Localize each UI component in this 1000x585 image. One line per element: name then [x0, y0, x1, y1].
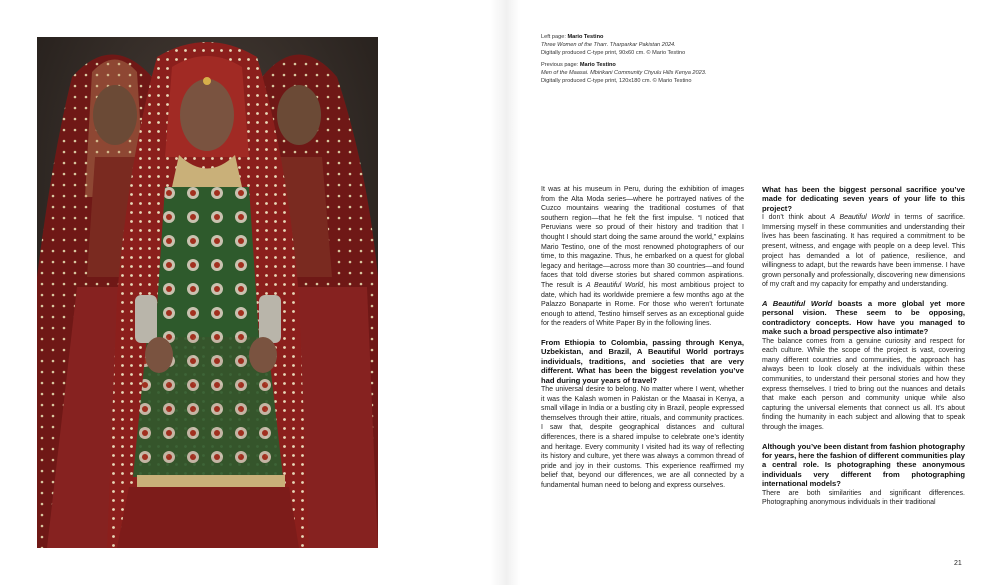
caption-details: Digitally produced C-type print, 90x60 cm. © Mario Testino	[541, 50, 686, 57]
caption-title: Men of the Maasai. Mbirikani Community Chyulu Hills Kenya 2023.	[541, 69, 707, 76]
article-column-right	[762, 185, 965, 508]
caption-left-page	[541, 33, 861, 58]
caption-label: Left page:	[541, 34, 566, 40]
gutter-shadow	[490, 0, 520, 585]
article-column-left	[541, 185, 744, 490]
caption-artist: Mario Testino	[567, 34, 604, 40]
caption-previous-page	[541, 61, 861, 86]
intro-paragraph: It was at his museum in Peru, during the exhibition of images from the Alta Moda series—where he portrayed natives of the Cuzco mountains wearing the traditional costumes of that southern region—that he felt the first impulse. “I noticed that Peruvians were so proud of their history and tradition that I thought I should start doing the same around the world,” explains Mario Testino, one of the most renowned photographers of our time, to this magazine. Thus, he embarked on a quest for global legacy and heritage—across more than 30 countries—and found faces that told diverse stories but shared common aspirations. The result is A Beautiful World, his most ambitious project to date, which had its worldwide premiere a few months ago at the Palazzo Bonaparte in Rome. For those who weren’t fortunate enough to attend, Testino himself serves as an exceptional guide for the readers of White Paper By in the following lines.	[541, 186, 744, 328]
answer-1: The universal desire to belong. No matter where I went, whether it was the Kalash women in Pakistan or the Maasai in Kenya, a small village in India or a bustling city in Brazil, people expressed themselves through their attire, rituals, and community practices. I saw that, despite geographical distances and cultural differences, there is a shared impulse to celebrate one’s identity and heritage. Every community I visited had its way of reflecting its history and culture, yet there was always a common thread of pride and joy in their customs. This experience reaffirmed my belief that, beyond our differences, we are all connected by a fundamental human need to belong and express ourselves.	[541, 385, 744, 489]
photo-captions	[541, 33, 861, 88]
page-number: 21	[954, 560, 962, 567]
caption-details: Digitally produced C-type print, 120x180 cm. © Mario Testino	[541, 78, 692, 85]
answer-3: The balance comes from a genuine curiosity and respect for each culture. While the scope of the project is vast, covering many different countries and communities, the approach has always been to look closely at the individuals within these communities, to understand their personal stories and how they express themselves. I tried to bring out the nuances and details that make each person and community unique while also capturing the universal elements that connect us all. It’s about finding the humanity in each subject and allowing that to speak through the images.	[762, 337, 965, 431]
question-4: Although you’ve been distant from fashion photography for years, here the fashion of different communities play a central role. Is photographing these anonymous individuals very different from photographing international models?	[762, 441, 965, 489]
question-2: What has been the biggest personal sacrifice you’ve made for dedicating seven years of your life to this project?	[762, 185, 965, 213]
caption-label: Previous page:	[541, 61, 579, 68]
photo-three-women-of-the-tharr	[37, 37, 378, 548]
answer-4: There are both similarities and significant differences. Photographing anonymous individuals in their traditional	[762, 489, 965, 507]
answer-2: I don’t think about A Beautiful World in terms of sacrifice. Immersing myself in these communities and understanding their lives has been fascinating. It has required a commitment to be present, witness, and engage with people on a deep level. This project has demanded a lot of patience, resilience, and willingness to adapt, but the rewards have been immense. I have grown personally and professionally, discovering new dimensions of my craft and my capacity for empathy and understanding.	[762, 214, 965, 289]
question-3: A Beautiful World boasts a more global yet more personal vision. These seem to be opposing, contradictory concepts. How have you managed to make such a broad perspective also intimate?	[762, 298, 965, 337]
caption-title: Three Women of the Tharr. Tharparkar Pakistan 2024.	[541, 42, 676, 49]
caption-artist: Mario Testino	[579, 61, 616, 68]
photo-illustration	[37, 37, 378, 548]
question-1: From Ethiopia to Colombia, passing through Kenya, Uzbekistan, and Brazil, A Beautiful World portrays individuals, traditions, and societies that are very different. What has been the biggest revelation you’ve had during your years of travel?	[541, 337, 744, 385]
